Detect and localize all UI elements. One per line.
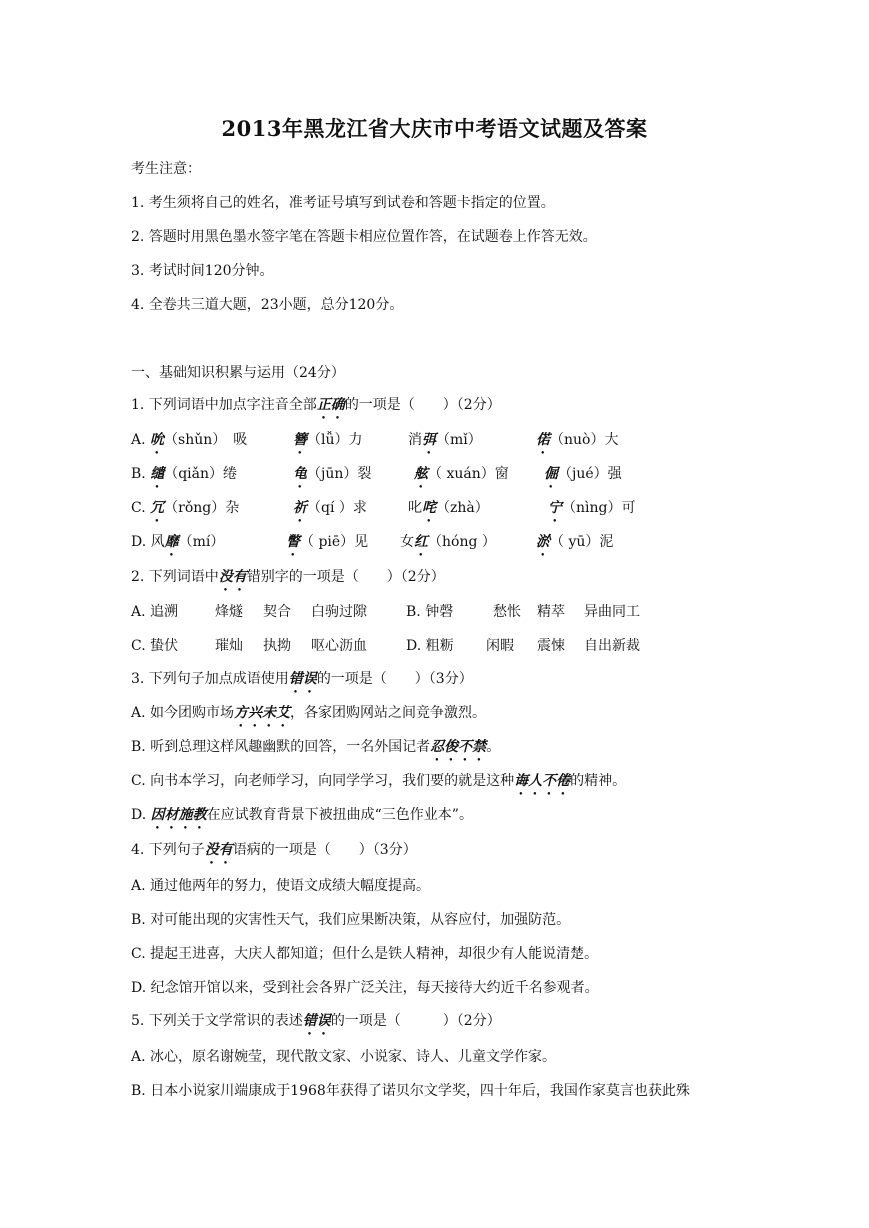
- q2-options-cd: C. 蛰伏 璀灿 执拗 呕心沥血 D. 粗粝 闲暇 震悚 自出新裁: [131, 638, 640, 654]
- q4-option-b: B. 对可能出现的灾害性天气，我们应果断决策，从容应付，加强防范。: [131, 912, 571, 928]
- q5-option-a: A. 冰心，原名谢婉莹，现代散文家、小说家、诗人、儿童文学作家。: [131, 1049, 557, 1065]
- emphasis-word: 没有: [218, 569, 247, 585]
- q3-option-d: D. 因材施教在应试教育背景下被扭曲成“三色作业本”。: [131, 807, 473, 823]
- notice-heading: 考生注意：: [131, 161, 201, 177]
- q1-option-a: A. 吮（shǔn） 吸 簪（lǚ）力 消弭（mǐ） 偌（nuò）大: [131, 432, 619, 448]
- q3-option-c: C. 向书本学习，向老师学习，向同学学习，我们要的就是这种诲人不倦的精神。: [131, 773, 627, 789]
- notice-item: 4. 全卷共三道大题，23小题，总分120分。: [131, 297, 404, 313]
- q2-options-ab: A. 追溯 烽燧 契合 白驹过隙 B. 钟磬 愁怅 精萃 异曲同工: [131, 604, 640, 620]
- notice-item: 1. 考生须将自己的姓名，准考证号填写到试卷和答题卡指定的位置。: [131, 195, 555, 211]
- q5-option-b: B. 日本小说家川端康成于1968年获得了诺贝尔文学奖，四十年后，我国作家莫言也获此殊: [131, 1083, 690, 1099]
- notice-item: 3. 考试时间120分钟。: [131, 263, 274, 279]
- q1-option-d: D. 风靡（mí） 瞥（ piē）见 女红（hóng ） 淤（ yū）泥: [131, 534, 614, 550]
- notice-item: 2. 答题时用黑色墨水签字笔在答题卡相应位置作答，在试题卷上作答无效。: [131, 229, 597, 245]
- question-1-stem: 1. 下列词语中加点字注音全部正确的一项是（ ）（2分）: [131, 397, 501, 413]
- q4-option-a: A. 通过他两年的努力，使语文成绩大幅度提高。: [131, 878, 431, 894]
- q1-option-b: B. 缱（qiǎn）绻 龟（jūn）裂 舷（ xuán）窗 倔（jué）强: [131, 466, 622, 482]
- question-2-stem: 2. 下列词语中没有错别字的一项是（ ）（2分）: [131, 569, 445, 585]
- question-5-stem: 5. 下列关于文学常识的表述错误的一项是（ ）（2分）: [131, 1013, 501, 1029]
- question-3-stem: 3. 下列句子加点成语使用错误的一项是（ ）（3分）: [131, 671, 473, 687]
- page-title: 2013年黑龙江省大庆市中考语文试题及答案: [221, 116, 648, 141]
- question-4-stem: 4. 下列句子没有语病的一项是（ ）（3分）: [131, 842, 417, 858]
- emphasis-word: 错误: [302, 1013, 331, 1029]
- section-heading: 一、基础知识积累与运用（24分）: [131, 365, 345, 381]
- emphasis-word: 错误: [288, 671, 317, 687]
- emphasis-word: 没有: [204, 842, 233, 858]
- q3-option-a: A. 如今团购市场方兴未艾，各家团购网站之间竞争激烈。: [131, 705, 487, 721]
- q3-option-b: B. 听到总理这样风趣幽默的回答，一名外国记者忍俊不禁。: [131, 739, 501, 755]
- q1-option-c: C. 冗（rǒng）杂 祈（qí ）求 叱咤（zhà） 宁（nìng）可: [131, 500, 636, 516]
- q4-option-c: C. 提起王进喜，大庆人都知道；但什么是铁人精神，却很少有人能说清楚。: [131, 946, 599, 962]
- q4-option-d: D. 纪念馆开馆以来，受到社会各界广泛关注，每天接待大约近千名参观者。: [131, 980, 599, 996]
- emphasis-word: 正确: [316, 397, 345, 413]
